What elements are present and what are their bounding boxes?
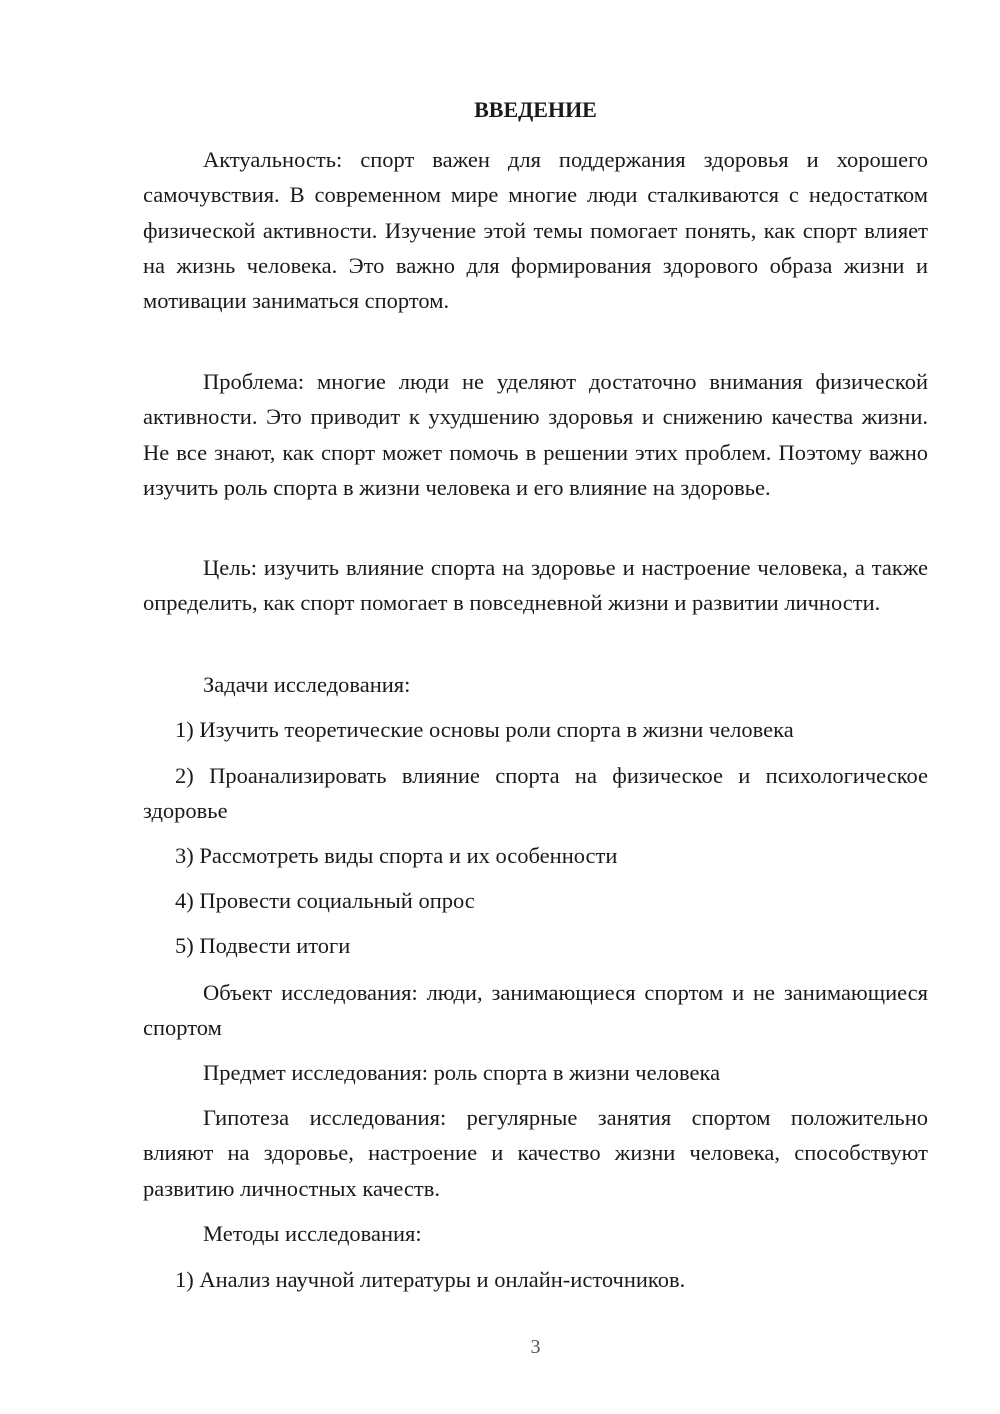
task-item-5: 5) Подвести итоги [175, 933, 351, 958]
paragraph-hypothesis: Гипотеза исследования: регулярные занятия спортом положительно влияют на здоровье, настроение и качество жизни человека, способствуют развитию личностных качеств. [143, 1105, 928, 1201]
paragraph-subject: Предмет исследования: роль спорта в жизни человека [203, 1060, 721, 1085]
paragraph-goal: Цель: изучить влияние спорта на здоровье и настроение человека, а также определить, как спорт помогает в повседневной жизни и развитии личности. [143, 555, 928, 616]
task-item-3: 3) Рассмотреть виды спорта и их особенности [175, 843, 618, 868]
method-item-1: 1) Анализ научной литературы и онлайн-источников. [175, 1267, 686, 1292]
section-heading: ВВЕДЕНИЕ [474, 97, 597, 122]
paragraph-object: Объект исследования: люди, занимающиеся спортом и не занимающиеся спортом [143, 980, 928, 1041]
methods-heading: Методы исследования: [203, 1221, 422, 1246]
task-item-1: 1) Изучить теоретические основы роли спорта в жизни человека [175, 717, 794, 742]
page-number: 3 [530, 1336, 541, 1358]
document-page [143, 0, 928, 1414]
paragraph-relevance: Актуальность: спорт важен для поддержания здоровья и хорошего самочувствия. В современном мире многие люди сталкиваются с недостатком физической активности. Изучение этой темы помогает понять, как спорт влияет на жизнь человека. Это важно для формирования здорового образа жизни и мотивации заниматься спортом. [143, 147, 928, 314]
task-item-4: 4) Провести социальный опрос [175, 888, 475, 913]
tasks-heading: Задачи исследования: [203, 672, 411, 697]
paragraph-problem: Проблема: многие люди не уделяют достаточно внимания физической активности. Это приводит к ухудшению здоровья и снижению качества жизни. Не все знают, как спорт может помочь в решении этих проблем. Поэтому важно изучить роль спорта в жизни человека и его влияние на здоровье. [143, 369, 928, 500]
task-item-2: 2) Проанализировать влияние спорта на физическое и психологическое здоровье [143, 763, 928, 824]
